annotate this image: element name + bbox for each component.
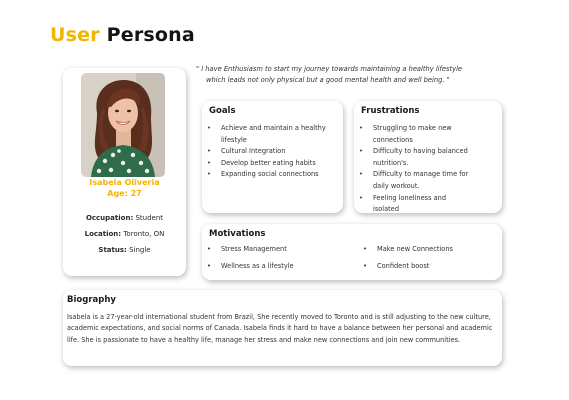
list-item: • Struggling to make new connections <box>359 123 471 146</box>
list-item: • Difficulty to manage time for daily workout. <box>359 169 471 192</box>
biography-title: Biography <box>67 295 116 305</box>
list-item: • Develop better eating habits <box>207 158 327 170</box>
quote-line-1: " I have Enthusiasm to start my journey towards maintaining a healthy lifestyle <box>196 65 463 73</box>
frustrations-list <box>359 123 471 216</box>
status-field <box>63 246 186 254</box>
list-item: • Wellness as a lifestyle <box>207 262 294 270</box>
list-item: • Stress Management <box>207 245 287 253</box>
occupation-value: Student <box>135 214 164 222</box>
profile-card <box>63 68 186 276</box>
frustrations-title: Frustrations <box>361 106 420 116</box>
location-field <box>63 230 186 238</box>
persona-name: Isabela Oliveria <box>89 178 160 187</box>
list-item: • Expanding social connections <box>207 169 327 181</box>
motivations-card <box>202 224 502 280</box>
list-item: • Cultural Integration <box>207 146 327 158</box>
biography-card <box>63 290 502 366</box>
status-value: Single <box>129 246 151 254</box>
page-title-main: Persona <box>106 24 195 46</box>
occupation-label: Occupation: <box>85 214 134 222</box>
list-item: • Feeling loneliness and isolated <box>359 193 471 216</box>
page-title <box>50 24 195 46</box>
list-item: • Make new Connections <box>363 245 453 253</box>
occupation-field <box>63 214 186 222</box>
motivations-title: Motivations <box>209 229 266 239</box>
frustrations-card <box>354 101 502 213</box>
page-title-accent: User <box>50 24 100 46</box>
list-item: • Difficulty to having balanced nutrition's. <box>359 146 471 169</box>
location-label: Location: <box>84 230 122 238</box>
profile-photo-illustration <box>81 73 165 177</box>
status-label: Status: <box>98 246 127 254</box>
biography-text: Isabela is a 27-year-old international student from Brazil, She recently moved to Toronto and is still adjusting to the new culture, academic expectations, and social norms of Canada. Isabela finds it hard to have a balance between her personal and academic life. She is passionate to have a healthy life, manage her stress and make new connections and join new communities. <box>67 313 493 344</box>
persona-quote <box>196 64 526 86</box>
list-item: • Confident boost <box>363 262 429 270</box>
persona-age: Age: 27 <box>107 189 142 198</box>
list-item: • Achieve and maintain a healthy lifestyle <box>207 123 327 146</box>
profile-photo <box>81 73 165 177</box>
location-value: Toronto, ON <box>123 230 165 238</box>
goals-title: Goals <box>209 106 236 116</box>
goals-list <box>207 123 327 181</box>
goals-card <box>202 101 343 213</box>
quote-line-2: which leads not only physical but a good mental health and well being. " <box>206 76 450 84</box>
